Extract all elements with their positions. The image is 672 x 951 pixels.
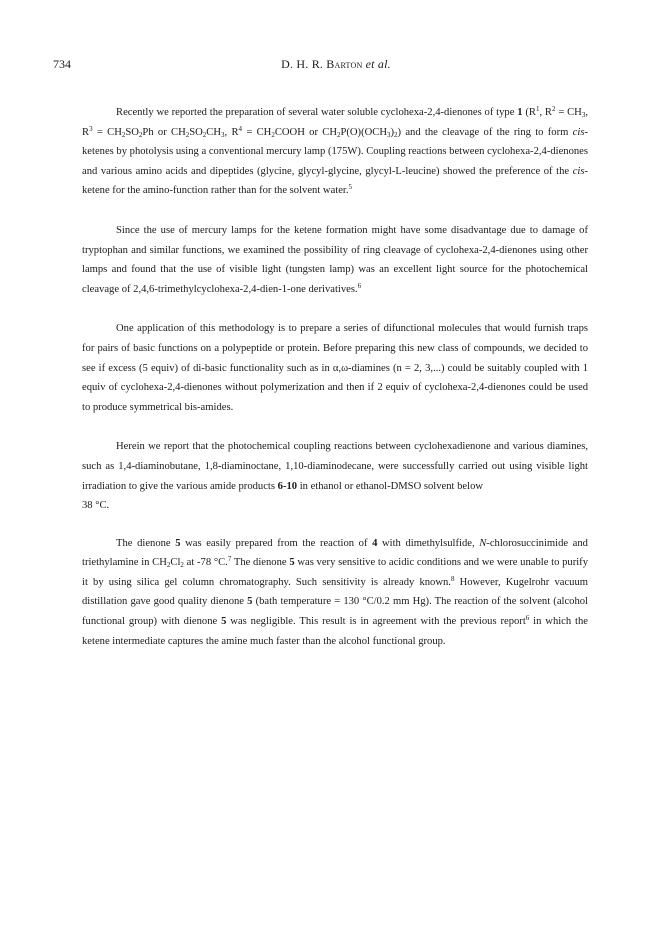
page-number: 734 — [53, 57, 71, 71]
paragraph-1: Recently we reported the preparation of several water soluble cyclohexa-2,4-dienones of type 1 ($R^1$, $R^2 = CH_3$, $R^3 = CH_2SO_2Ph$ or $CH_2SO_2CH_3$, $R^4$ = $CH_2COOH$ or $CH_2P(O)(OCH_3)_2$) and the cleavage of the ring to form cis-ketenes by photolysis using a conventional mercury lamp (175W). Coupling reactions between cyclohexa-2,4-dienones and various amino acids and dipeptides (glycine, glycyl-glycine, glycyl-L-leucine) showed the preference of the cis-ketene for the amino-function rather than for the solvent water.$^5$ — [82, 105, 589, 197]
paragraph-5: The dienone 5 was easily prepared from the reaction of 4 with dimethylsulfide, N-chlorosuccinimide and triethylamine in $CH_2Cl_2$ at -78 °C.$^7$ The dienone 5 was very sensitive to acidic conditions and we were unable to purify it by using silica gel column chromatography. Such sensitivity is already known.$^8$ However, Kugelrohr vacuum distillation gave good quality dienone 5 (bath temperature = 130 °C/0.2 mm Hg). The reaction of the solvent (alcohol functional group) with dienone 5 was negligible. This result is in agreement with the previous report$^6$ in which the ketene intermediate captures the amine much faster than the alcohol functional group. — [82, 537, 589, 647]
paragraph-4: Herein we report that the photochemical coupling reactions between cyclohexadienone and various diamines, such as 1,4-diaminobutane, 1,8-diaminoctane, 1,10-diaminodecane, were successfully carried out using visible light irradiation to give the various amide products 6-10 in ethanol or ethanol-DMSO solvent below — [82, 441, 588, 492]
reference-7: 7 — [227, 555, 232, 564]
article-body — [82, 103, 588, 651]
running-head-authors: D. H. R. Barton — [281, 57, 363, 71]
reference-6: 6 — [357, 281, 362, 290]
running-head-et-al: et al. — [365, 57, 391, 71]
reference-8: 8 — [450, 574, 455, 583]
paragraph-4-last-line: 38 °C. — [82, 500, 110, 512]
paragraph-3: One application of this methodology is to prepare a series of difunctional molecules that would furnish traps for pairs of basic functions on a polypeptide or protein. Before preparing this new class of compounds, we decided to see if excess (5 equiv) of di-basic functionality such as in α,ω-diamines (n = 2, 3,...) could be suitably coupled with 1 equiv of cyclohexa-2,4-dienones without polymerization and then if 2 equiv of cyclohexa-2,4-dienones could be used to produce symmetrical bis-amides. — [82, 323, 588, 413]
running-head — [0, 57, 672, 72]
reference-6b: 6 — [525, 614, 530, 623]
reference-5: 5 — [348, 183, 353, 192]
paragraph-2: Since the use of mercury lamps for the ketene formation might have some disadvantage due to damage of tryptophan and similar functions, we examined the possibility of ring cleavage of cyclohexa-2,4-dienones using other lamps and found that the use of visible light (tungsten lamp) was an excellent light source for the photochemical cleavage of 2,4,6-trimethylcyclohexa-2,4-dien-1-one derivatives.$^6$ — [82, 224, 588, 295]
